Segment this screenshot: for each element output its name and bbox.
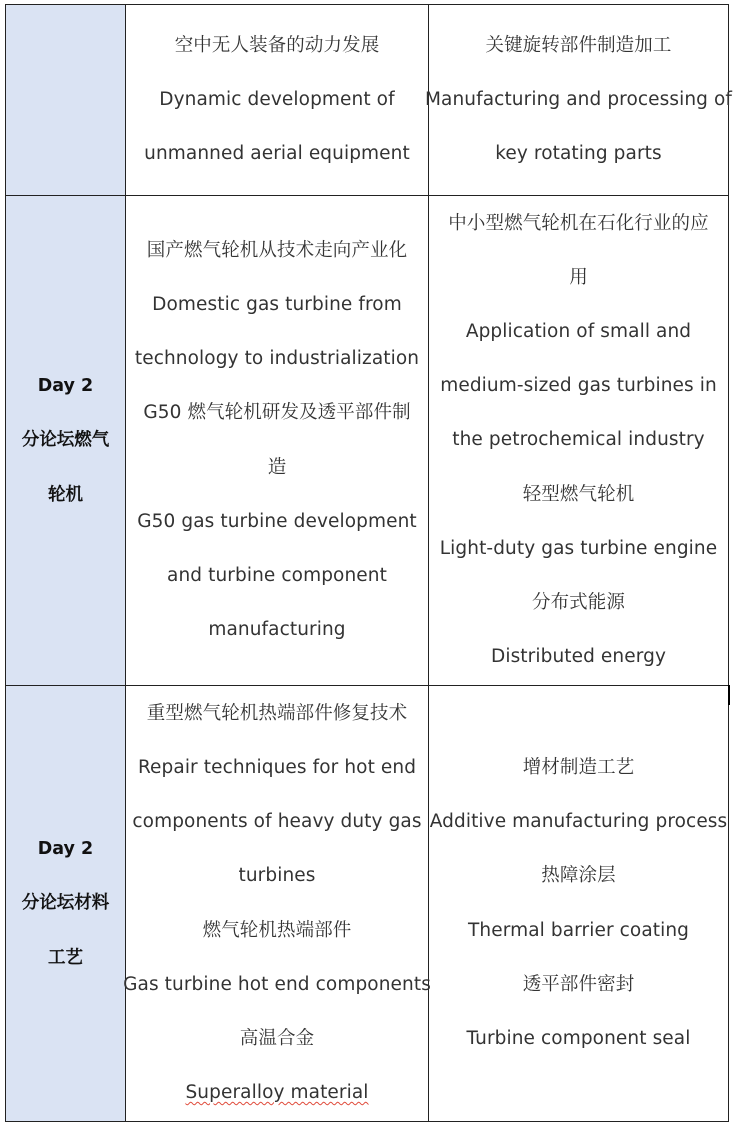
topic-line: 燃气轮机热端部件 [202,919,352,941]
row-end-marker [728,685,730,705]
topic-line: unmanned aerial equipment [144,143,410,165]
topic-cell [126,5,429,196]
topic-line: 重型燃气轮机热端部件修复技术 [146,702,408,724]
session-name: 分论坛材料 [21,893,110,914]
topic-line: technology to industrialization [134,348,420,370]
topic-line: key rotating parts [495,143,662,165]
topic-line: 分布式能源 [531,592,625,613]
topic-line: the petrochemical industry [452,429,705,451]
topic-line: 高温合金 [239,1027,315,1049]
topic-cell [424,5,733,196]
program-table [5,4,733,1122]
session-day: Day 2 [37,839,94,860]
spellcheck-word: Superalloy material [185,1082,369,1104]
table-row [6,686,729,1122]
topic-line: Gas turbine hot end components [123,973,431,995]
session-name: 轮机 [48,484,83,505]
topic-line: Application of small and [465,320,692,342]
topic-line: Repair techniques for hot end [137,756,417,778]
topic-line: and turbine component [167,564,387,586]
row-header-cell [6,686,126,1122]
topic-line: G50 gas turbine development [137,510,417,532]
topic-cell [429,196,729,686]
topic-line: 空中无人装备的动力发展 [174,34,380,56]
session-name: 分论坛燃气 [21,430,110,451]
topic-line: Additive manufacturing process [429,811,728,833]
topic-line: Turbine component seal [466,1027,691,1049]
topic-line: manufacturing [208,619,346,641]
topic-line: Thermal barrier coating [467,919,690,941]
topic-cell [123,686,431,1122]
topic-line: Dynamic development of [159,88,395,110]
table-row [6,196,729,686]
topic-line: 造 [267,456,287,478]
table-row [6,5,733,196]
topic-line: Manufacturing and processing of [424,88,733,110]
topic-line: G50 燃气轮机研发及透平部件制 [143,402,411,424]
topic-line: Domestic gas turbine from [152,293,402,315]
topic-line: 国产燃气轮机从技术走向产业化 [146,239,408,261]
topic-line: components of heavy duty gas [132,811,422,833]
topic-line: turbines [238,865,316,887]
topic-line: 轻型燃气轮机 [522,483,635,505]
topic-line: 增材制造工艺 [522,756,635,778]
topic-line [185,1066,368,1120]
topic-line: 中小型燃气轮机在石化行业的应 [448,212,709,234]
topic-line: medium-sized gas turbines in [440,375,717,397]
session-name: 工艺 [48,947,83,968]
row-header-cell [6,5,126,196]
topic-line: 热障涂层 [541,865,616,887]
row-header-cell [6,196,126,686]
topic-line: 透平部件密封 [522,973,635,995]
topic-line: 关键旋转部件制造加工 [485,34,672,56]
topic-line: Distributed energy [490,646,666,668]
topic-line: 用 [569,266,588,288]
topic-cell [429,686,729,1122]
topic-cell [126,196,429,686]
session-day: Day 2 [37,376,94,397]
topic-line: Light-duty gas turbine engine [439,537,718,559]
